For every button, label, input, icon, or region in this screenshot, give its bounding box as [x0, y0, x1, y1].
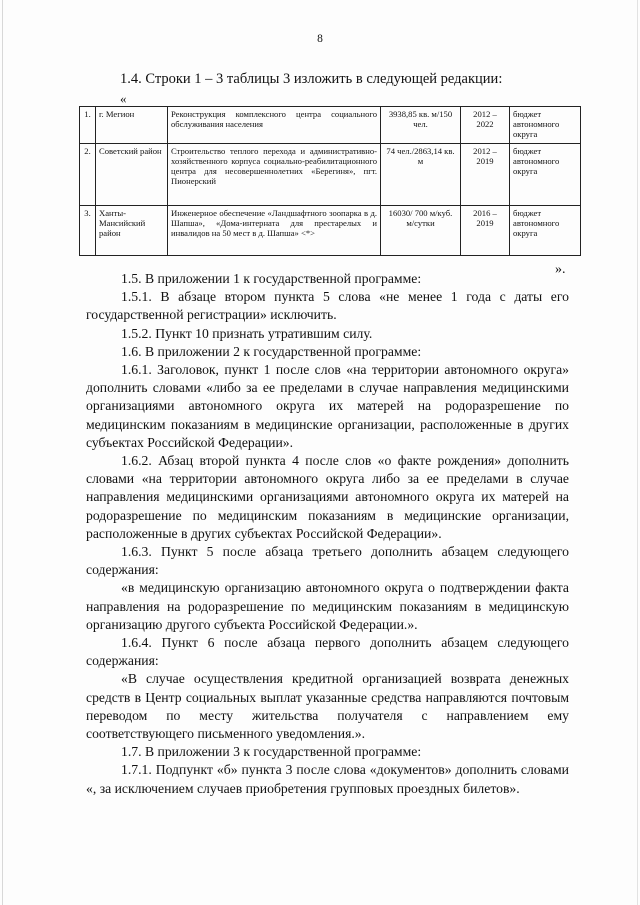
scan-edge-right: [637, 0, 638, 905]
page-number: 8: [317, 33, 323, 45]
quote-close-mark: ».: [555, 262, 566, 277]
table-row: [80, 107, 581, 144]
row-capacity: 3938,85 кв. м/150 чел.: [381, 107, 461, 144]
table-row: [80, 144, 581, 206]
row-object: Инженерное обеспечение «Ландшафтного зоопарка в д. Шапша», «Дома-интерната для престарелых и инвалидов на 50 мест в д. Шапша» <*>: [168, 206, 381, 256]
paragraph: 1.6. В приложении 2 к государственной программе:: [121, 343, 422, 359]
row-capacity: 74 чел./2863,14 кв. м: [381, 144, 461, 206]
row-capacity: 16030/ 700 м/куб. м/сутки: [381, 206, 461, 256]
paragraph: 1.5. В приложении 1 к государственной программе:: [121, 271, 422, 286]
paragraph: «в медицинскую организацию автономного округа о подтверждении факта направления на родоразрешение по медицинским показаниям в медицинскую организацию другого субъекта Российской Федерации.».: [86, 580, 569, 632]
paragraph: 1.6.3. Пункт 5 после абзаца третьего дополнить абзацем следующего содержания:: [86, 544, 569, 578]
paragraph: «В случае осуществления кредитной организацией возврата денежных средств в Центр социальных выплат указанные средства направляются почтовым переводом по месту жительства получателя с направлением ему соответствующего письменного уведомления.».: [86, 671, 569, 742]
paragraph: 1.6.2. Абзац второй пункта 4 после слов «о факте рождения» дополнить словами «на территории автономного округа либо за ее пределами в случае направления медицинскими организациями автономного округа их матерей на родоразрешение по медицинским показаниям в медицинские организации, расположенные в других субъектах Российской Федерации».: [86, 453, 569, 541]
paragraph: 1.5.1. В абзаце втором пункта 5 слова «не менее 1 года с даты его государственной регистрации» исключить.: [86, 289, 569, 323]
row-number: 2.: [80, 144, 96, 206]
table-row: [80, 206, 581, 256]
row-period: 2012 – 2019: [461, 144, 510, 206]
row-object: Реконструкция комплексного центра социального обслуживания населения: [168, 107, 381, 144]
row-object: Строительство теплого перехода и административно-хозяйственного корпуса социально-реабилитационного центра для несовершеннолетних «Берегиня», пгт. Пионерский: [168, 144, 381, 206]
table-3: [79, 106, 581, 256]
paragraph: 1.7. В приложении 3 к государственной программе:: [121, 744, 422, 760]
row-territory: Ханты-Мансийский район: [96, 206, 168, 256]
row-territory: Советский район: [96, 144, 168, 206]
paragraph: 1.6.4. Пункт 6 после абзаца первого дополнить абзацем следующего содержания:: [86, 635, 569, 669]
paragraph: 1.7.1. Подпункт «б» пункта 3 после слова «документов» дополнить словами «, за исключением случаев приобретения групповых проездных билетов».: [86, 762, 569, 796]
scan-edge-left: [2, 0, 3, 905]
paragraph: 1.5.2. Пункт 10 признать утратившим силу.: [121, 325, 373, 341]
row-funding-source: бюджет автономного округа: [510, 107, 581, 144]
section-intro: 1.4. Строки 1 – 3 таблицы 3 изложить в следующей редакции:: [120, 71, 503, 87]
quote-open-mark: «: [120, 91, 127, 106]
row-period: 2016 – 2019: [461, 206, 510, 256]
row-funding-source: бюджет автономного округа: [510, 144, 581, 206]
row-funding-source: бюджет автономного округа: [510, 206, 581, 256]
row-period: 2012 – 2022: [461, 107, 510, 144]
row-number: 3.: [80, 206, 96, 256]
amendment-text: [86, 270, 569, 798]
paragraph: 1.6.1. Заголовок, пункт 1 после слов «на территории автономного округа» дополнить словами «либо за ее пределами в случае направления медицинскими организациями автономного округа их матерей на родоразрешение по медицинским показаниям в медицинские организации, расположенные в других субъектах Российской Федерации».: [86, 362, 569, 450]
row-territory: г. Мегион: [96, 107, 168, 144]
row-number: 1.: [80, 107, 96, 144]
